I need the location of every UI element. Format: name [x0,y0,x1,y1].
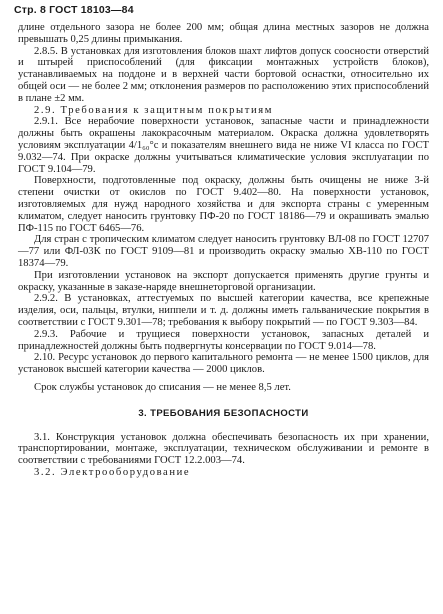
page-header: Стр. 8 ГОСТ 18103—84 [14,4,134,16]
paragraph: Поверхности, подготовленные под окраску, должны быть очищены не ниже 3-й степени очистки от окислов по ГОСТ 9.402—80. На поверхности установок, изготовляемых для нужд народного хозяйства и для экспорта страны с умеренным климатом, следует наносить грунтовку ПФ-20 по ГОСТ 18186—79 и окрашивать эмалью ПФ-115 по ГОСТ 6465—76. [18,175,429,234]
paragraph-3-1: 3.1. Конструкция установок должна обеспечивать безопасность их при хранении, транспортировании, монтаже, эксплуатации, техническом обслуживании и ремонте в соответствии с требованиями ГОСТ 12.2.003—74. [18,431,429,467]
subsection-heading-3-2: 3.2. Электрооборудование [34,466,191,478]
paragraph: Для стран с тропическим климатом следует наносить грунтовку ВЛ-08 по ГОСТ 12707—77 или ФЛ-03К по ГОСТ 9109—81 и производить окраску эмалью ХВ-110 по ГОСТ 18374—79. [18,234,429,269]
paragraph-2-9-3: 2.9.3. Рабочие и трущиеся поверхности установок, запасных деталей и принадлежностей должны быть подвергнуты консервации по ГОСТ 9.014—78. [18,328,429,352]
document-body [18,22,429,479]
paragraph: длине отдельного зазора не более 200 мм; общая длина местных зазоров не должна превышать 0,25 длины примыкания. [18,22,429,45]
paragraph-2-9-1: 2.9.1. Все нерабочие поверхности установок, запасные части и принадлежности должны быть окрашены лакокрасочным материалом. Окраска должна удовлетворять условиям эксплуатации 4/1₆₀°с и показателям внешнего вида не ниже VI класса по ГОСТ 9.032—74. При окраске должны учитываться климатические условия эксплуатации по ГОСТ 9.104—79. [18,116,429,175]
paragraph-2-10: 2.10. Ресурс установок до первого капитального ремонта — не менее 1500 циклов, для установок высшей категории качества — 2000 циклов. [18,352,429,376]
subsection-heading-2-9: 2.9. Требования к защитным покрытиям [34,104,273,116]
paragraph-2-9-2: 2.9.2. В установках, аттестуемых по высшей категории качества, все крепежные изделия, оси, пальцы, втулки, ниппели и т. д. должны иметь гальванические покрытия в соответствии с ГОСТ 9.301—78; требования к выбору покрытий — по ГОСТ 9.303—84. [18,293,429,328]
section-heading: 3. ТРЕБОВАНИЯ БЕЗОПАСНОСТИ [138,407,309,419]
paragraph-2-8-5: 2.8.5. В установках для изготовления блоков шахт лифтов допуск соосности отверстий и штырей приспособлений (для фиксации монтажных устройств блоков), устанавливаемых на поддоне и в верхней части бортовой оснастки, относительно их общей оси — не более 2 мм; отклонения размеров по расположению этих приспособлений в плане ±2 мм. [18,45,429,104]
paragraph-service-life: Срок службы установок до списания — не менее 8,5 лет. [34,381,291,393]
paragraph: При изготовлении установок на экспорт допускается применять другие грунты и окраску, указанные в заказе-наряде внешнеторговой организации. [18,269,429,293]
